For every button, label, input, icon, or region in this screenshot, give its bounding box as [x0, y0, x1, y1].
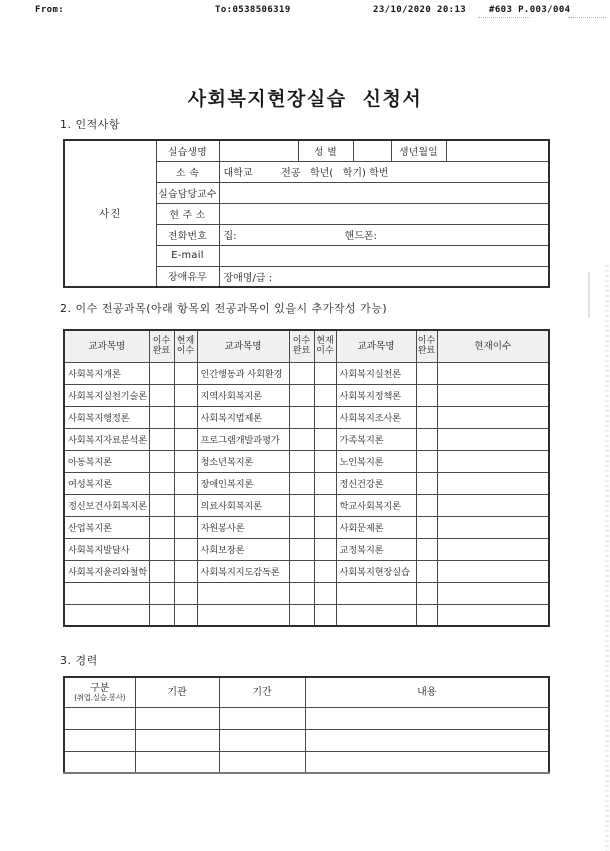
subject-name-cell: 학교사회복지론 — [336, 494, 416, 516]
current-mark-cell — [314, 362, 336, 384]
career-content-cell — [305, 751, 549, 773]
current-mark-cell — [437, 538, 549, 560]
career-content-cell — [305, 707, 549, 729]
current-mark-cell — [437, 384, 549, 406]
affiliation-field: 대학교 전공 학년( 학기) 학번 — [219, 161, 549, 182]
completed-mark-cell — [149, 516, 174, 538]
career-category-cell — [64, 751, 135, 773]
current-mark-cell — [314, 494, 336, 516]
subject-row — [64, 604, 549, 626]
fax-datetime: 23/10/2020 20:13 — [373, 5, 467, 15]
current-mark-cell — [174, 516, 197, 538]
subject-name-cell: 산업복지론 — [64, 516, 149, 538]
current-mark-cell — [174, 472, 197, 494]
subject-name-cell: 사회복지정책론 — [336, 384, 416, 406]
completed-mark-cell — [149, 450, 174, 472]
subject-name-cell: 사회문제론 — [336, 516, 416, 538]
current-mark-cell — [437, 406, 549, 428]
career-period-header: 기간 — [219, 677, 305, 707]
document-title: 사회복지현장실습 신청서 — [187, 88, 423, 110]
career-organization-header: 기관 — [135, 677, 219, 707]
affiliation-label: 소 속 — [156, 161, 219, 182]
subject-row — [64, 560, 549, 582]
completed-header-line1: 이수 — [152, 335, 171, 346]
career-period-cell — [219, 729, 305, 751]
current-mark-cell — [437, 582, 549, 604]
subject-name-header: 교과목명 — [197, 330, 289, 362]
current-mark-cell — [174, 406, 197, 428]
current-mark-cell — [437, 362, 549, 384]
subject-name-cell: 사회복지조사론 — [336, 406, 416, 428]
table-header-row — [64, 677, 549, 707]
career-row — [64, 707, 549, 729]
completed-mark-cell — [149, 472, 174, 494]
completed-header-line1: 이수 — [417, 335, 436, 346]
section1-heading: 1. 인적사항 — [60, 118, 120, 131]
section3-heading: 3. 경력 — [60, 654, 98, 667]
career-organization-cell — [135, 729, 219, 751]
current-mark-cell — [314, 538, 336, 560]
scan-artifact-dots — [478, 17, 530, 18]
completed-header-line2: 완료 — [417, 346, 436, 357]
completed-mark-cell — [149, 604, 174, 626]
subject-name-cell: 사회보장론 — [197, 538, 289, 560]
scan-artifact-smudge — [588, 272, 590, 318]
subject-row — [64, 406, 549, 428]
completed-mark-cell — [289, 428, 314, 450]
completed-mark-cell — [149, 538, 174, 560]
current-header-line1: 현재 — [316, 335, 334, 346]
completed-mark-cell — [289, 384, 314, 406]
completed-mark-cell — [289, 406, 314, 428]
completed-header — [289, 330, 314, 362]
completed-mark-cell — [289, 362, 314, 384]
subject-name-cell: 노인복지론 — [336, 450, 416, 472]
subject-name-cell: 정신건강론 — [336, 472, 416, 494]
gender-label: 성 별 — [298, 140, 353, 161]
subject-row — [64, 538, 549, 560]
subject-row — [64, 384, 549, 406]
completed-mark-cell — [416, 450, 437, 472]
completed-mark-cell — [289, 604, 314, 626]
subject-name-cell — [64, 582, 149, 604]
disability-label: 장애유무 — [156, 266, 219, 287]
disability-field: 장애명/급 : — [219, 266, 549, 287]
subject-name-cell: 여성복지론 — [64, 472, 149, 494]
career-tbody — [64, 707, 549, 773]
gender-field — [353, 140, 391, 161]
completed-header-line1: 이수 — [292, 335, 311, 346]
completed-mark-cell — [416, 604, 437, 626]
phone-field — [219, 224, 549, 245]
subject-name-header: 교과목명 — [64, 330, 149, 362]
completed-mark-cell — [416, 560, 437, 582]
subject-name-cell: 사회복지개론 — [64, 362, 149, 384]
completed-mark-cell — [416, 362, 437, 384]
subject-name-cell: 아동복지론 — [64, 450, 149, 472]
photo-box: 사진 — [64, 140, 156, 287]
trainee-name-field — [219, 140, 298, 161]
table-header-row — [64, 330, 549, 362]
current-mark-cell — [437, 428, 549, 450]
phone-home-label: 집: — [223, 231, 237, 242]
current-mark-cell — [174, 494, 197, 516]
email-label: E-mail — [156, 245, 219, 266]
career-period-cell — [219, 751, 305, 773]
current-header-line2: 이수 — [316, 346, 334, 357]
current-mark-cell — [437, 494, 549, 516]
completed-mark-cell — [149, 362, 174, 384]
supervising-professor-label: 실습담당교수 — [156, 182, 219, 203]
current-mark-cell — [437, 604, 549, 626]
scan-artifact-edge — [605, 265, 609, 851]
subjects-tbody — [64, 362, 549, 626]
subject-name-cell: 사회복지윤리와철학 — [64, 560, 149, 582]
subject-row — [64, 582, 549, 604]
subject-row — [64, 494, 549, 516]
completed-mark-cell — [289, 560, 314, 582]
completed-header — [416, 330, 437, 362]
subject-name-cell: 사회복지실천론 — [336, 362, 416, 384]
current-mark-cell — [174, 604, 197, 626]
subject-name-cell — [197, 604, 289, 626]
subject-name-cell: 의료사회복지론 — [197, 494, 289, 516]
completed-header-line2: 완료 — [152, 346, 171, 357]
completed-mark-cell — [289, 538, 314, 560]
subject-name-cell: 장애인복지론 — [197, 472, 289, 494]
career-row — [64, 729, 549, 751]
completed-header — [149, 330, 174, 362]
current-mark-cell — [437, 560, 549, 582]
subject-name-cell: 자원봉사론 — [197, 516, 289, 538]
scan-artifact-dots — [568, 17, 606, 18]
completed-mark-cell — [416, 582, 437, 604]
subject-name-cell: 사회복지행정론 — [64, 406, 149, 428]
current-mark-cell — [314, 604, 336, 626]
completed-mark-cell — [289, 516, 314, 538]
career-content-cell — [305, 729, 549, 751]
current-mark-cell — [314, 428, 336, 450]
current-mark-cell — [174, 362, 197, 384]
subject-name-cell: 사회복지실천기술론 — [64, 384, 149, 406]
completed-mark-cell — [289, 472, 314, 494]
career-category-cell — [64, 729, 135, 751]
completed-mark-cell — [149, 582, 174, 604]
career-organization-cell — [135, 751, 219, 773]
current-mark-cell — [174, 560, 197, 582]
subject-name-cell — [336, 604, 416, 626]
career-category-header — [64, 677, 135, 707]
completed-mark-cell — [149, 406, 174, 428]
section2-heading: 2. 이수 전공과목(아래 항목외 전공과목이 있을시 추가작성 가능) — [60, 302, 388, 315]
subject-name-cell: 정신보건사회복지론 — [64, 494, 149, 516]
subject-row — [64, 472, 549, 494]
email-field — [219, 245, 549, 266]
fax-page-counter: #603 P.003/004 — [489, 5, 571, 15]
phone-mobile-label: 핸드폰: — [344, 231, 377, 242]
trainee-name-label: 실습생명 — [156, 140, 219, 161]
phone-label: 전화번호 — [156, 224, 219, 245]
subject-name-cell: 인간행동과 사회환경 — [197, 362, 289, 384]
current-mark-cell — [314, 582, 336, 604]
address-label: 현 주 소 — [156, 203, 219, 224]
subject-name-cell: 가족복지론 — [336, 428, 416, 450]
subject-name-cell: 지역사회복지론 — [197, 384, 289, 406]
completed-mark-cell — [416, 538, 437, 560]
completed-mark-cell — [149, 428, 174, 450]
subject-name-cell: 프로그램개발과평가 — [197, 428, 289, 450]
current-mark-cell — [174, 450, 197, 472]
completed-subjects-table — [63, 329, 550, 627]
subject-name-cell: 사회복지지도감독론 — [197, 560, 289, 582]
birthdate-label: 생년월일 — [391, 140, 446, 161]
current-header — [174, 330, 197, 362]
completed-mark-cell — [416, 406, 437, 428]
subject-row — [64, 516, 549, 538]
career-period-cell — [219, 707, 305, 729]
career-organization-cell — [135, 707, 219, 729]
current-mark-cell — [174, 582, 197, 604]
current-mark-cell — [437, 472, 549, 494]
completed-mark-cell — [289, 582, 314, 604]
fax-to-number: To:0538506319 — [215, 5, 291, 15]
supervising-professor-field — [219, 182, 549, 203]
career-content-header: 내용 — [305, 677, 549, 707]
career-row — [64, 751, 549, 773]
subject-name-cell: 사회복지발달사 — [64, 538, 149, 560]
table-row — [64, 140, 549, 161]
current-mark-cell — [314, 560, 336, 582]
career-category-cell — [64, 707, 135, 729]
current-mark-cell — [314, 384, 336, 406]
current-header-line1: 현재 — [176, 335, 195, 346]
current-mark-cell — [314, 450, 336, 472]
subject-name-cell: 사회복지법제론 — [197, 406, 289, 428]
birthdate-field — [446, 140, 549, 161]
completed-header-line2: 완료 — [292, 346, 311, 357]
current-mark-cell — [437, 516, 549, 538]
completed-mark-cell — [149, 494, 174, 516]
current-mark-cell — [314, 406, 336, 428]
completed-mark-cell — [416, 384, 437, 406]
completed-mark-cell — [289, 450, 314, 472]
subject-name-cell: 교정복지론 — [336, 538, 416, 560]
subject-name-header: 교과목명 — [336, 330, 416, 362]
fax-from-label: From: — [35, 5, 65, 15]
completed-mark-cell — [149, 560, 174, 582]
current-mark-cell — [174, 538, 197, 560]
subject-name-cell — [197, 582, 289, 604]
current-wide-header: 현재이수 — [437, 330, 549, 362]
current-mark-cell — [174, 384, 197, 406]
subject-name-cell — [336, 582, 416, 604]
subject-name-cell: 사회복지자료분석론 — [64, 428, 149, 450]
career-category-title: 구분 — [90, 682, 110, 694]
current-mark-cell — [437, 450, 549, 472]
completed-mark-cell — [416, 472, 437, 494]
completed-mark-cell — [416, 516, 437, 538]
subject-row — [64, 428, 549, 450]
career-table — [63, 676, 550, 774]
completed-mark-cell — [416, 428, 437, 450]
subject-row — [64, 450, 549, 472]
current-header — [314, 330, 336, 362]
completed-mark-cell — [289, 494, 314, 516]
address-field — [219, 203, 549, 224]
personal-info-table — [63, 139, 550, 288]
completed-mark-cell — [416, 494, 437, 516]
subject-name-cell: 사회복지현장실습 — [336, 560, 416, 582]
subject-name-cell: 청소년복지론 — [197, 450, 289, 472]
subject-row — [64, 362, 549, 384]
subject-name-cell — [64, 604, 149, 626]
career-category-subtitle: (취업.실습.봉사) — [74, 692, 126, 702]
current-mark-cell — [174, 428, 197, 450]
current-header-line2: 이수 — [176, 346, 195, 357]
current-mark-cell — [314, 472, 336, 494]
completed-mark-cell — [149, 384, 174, 406]
current-mark-cell — [314, 516, 336, 538]
